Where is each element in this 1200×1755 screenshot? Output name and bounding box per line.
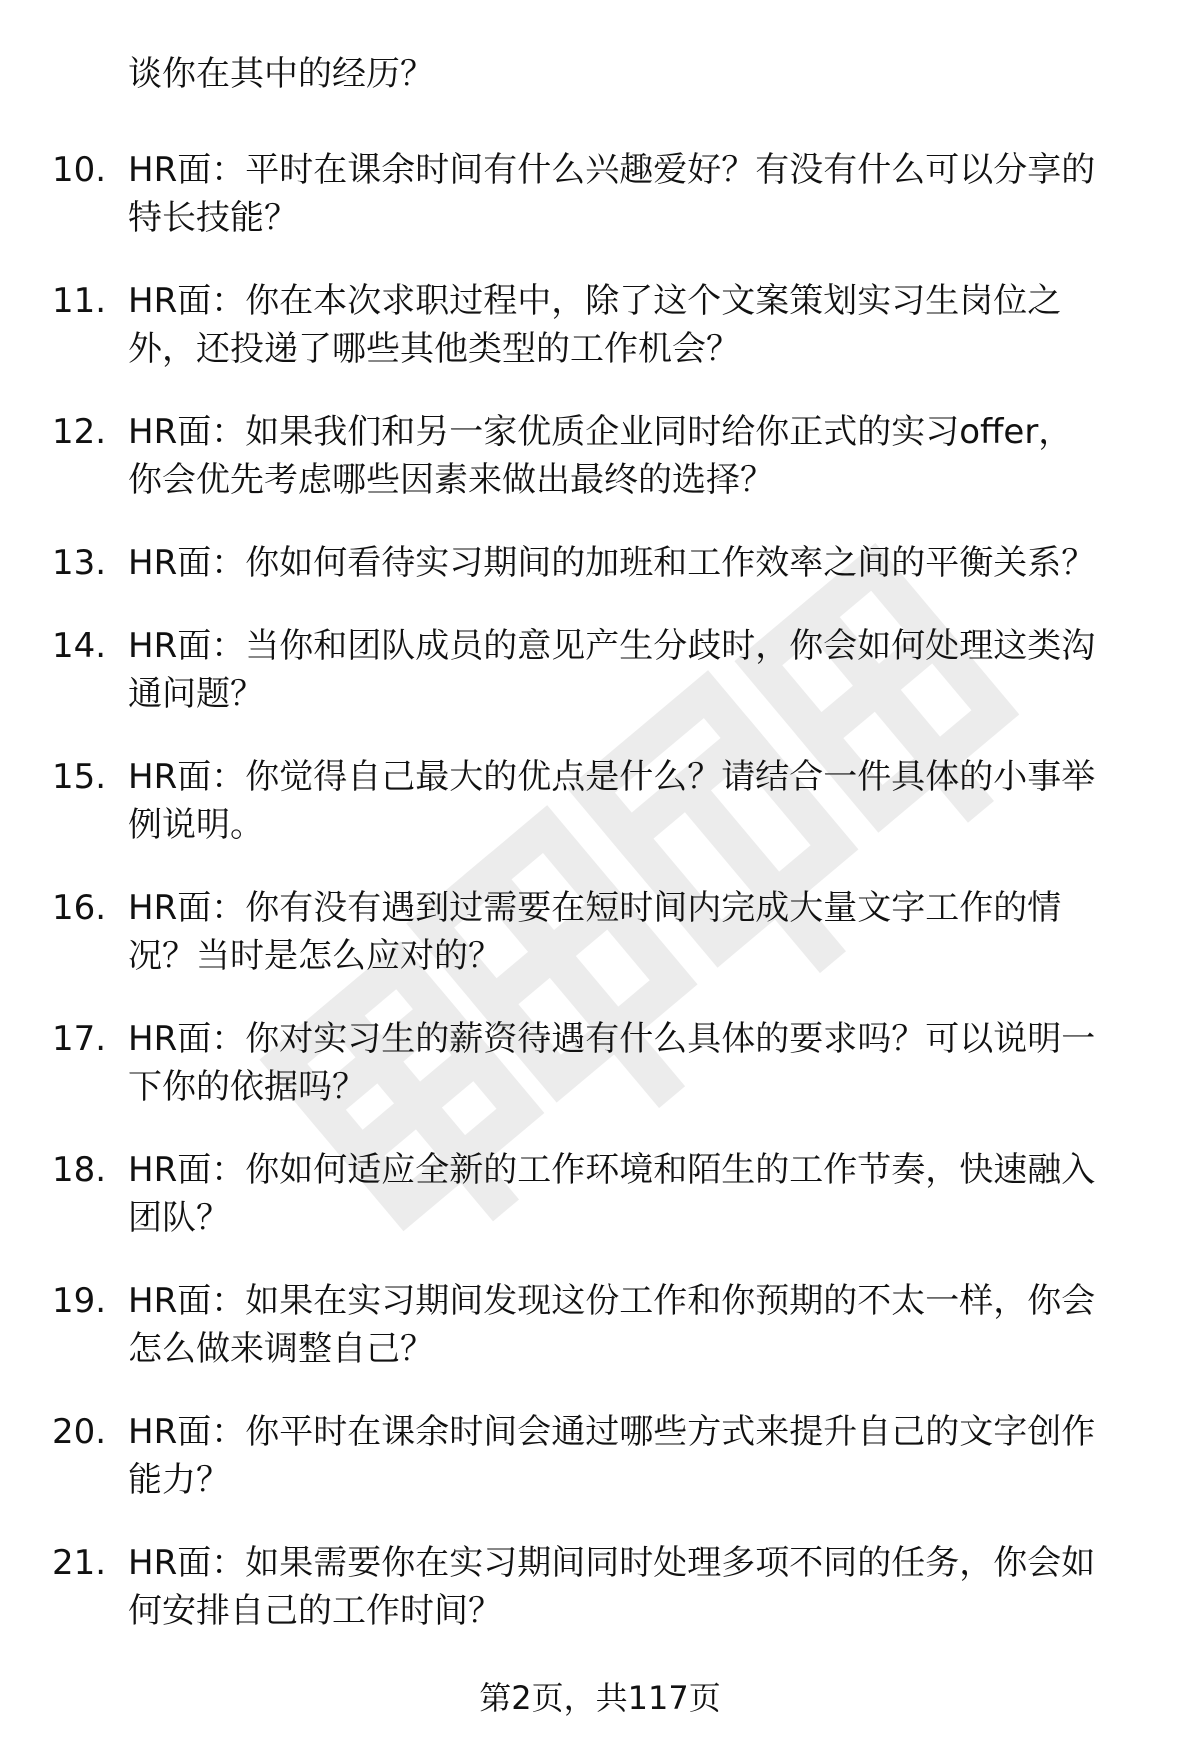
question-text-line-2: 何安排自己的工作时间？ [128,1591,502,1631]
question-text-line-2: 特长技能？ [128,198,298,238]
question-item [0,146,1200,277]
question-list [0,146,1200,1670]
question-text-line-1: HR面：你觉得自己最大的优点是什么？请结合一件具体的小事举 [128,757,1096,797]
question-text-line-2: 况？当时是怎么应对的？ [128,936,502,976]
question-item [0,622,1200,753]
question-text-line-2: 团队？ [128,1198,230,1238]
question-number: 20. [52,1412,107,1452]
question-text-line-1: HR面：如果在实习期间发现这份工作和你预期的不太一样，你会 [128,1281,1096,1321]
question-text-line-2: 下你的依据吗？ [128,1067,366,1107]
question-number: 19. [52,1281,107,1321]
page-footer: 第2页，共117页 [479,1679,721,1717]
question-text-line-2: 通问题？ [128,674,264,714]
question-text-line-1: HR面：当你和团队成员的意见产生分歧时，你会如何处理这类沟 [128,626,1096,666]
question-text-line-1: HR面：你平时在课余时间会通过哪些方式来提升自己的文字创作 [128,1412,1096,1452]
question-number: 17. [52,1019,107,1059]
question-item [0,753,1200,884]
question-text-line-2: 你会优先考虑哪些因素来做出最终的选择？ [128,460,774,500]
question-text-line-1: HR面：你如何看待实习期间的加班和工作效率之间的平衡关系？ [128,543,1096,583]
question-text-line-1: HR面：如果需要你在实习期间同时处理多项不同的任务，你会如 [128,1543,1096,1583]
question-item [0,884,1200,1015]
question-text-line-1: HR面：你有没有遇到过需要在短时间内完成大量文字工作的情 [128,888,1062,928]
question-number: 13. [52,543,107,583]
question-text-line-2: 怎么做来调整自己？ [128,1329,434,1369]
question-number: 21. [52,1543,107,1583]
question-item [0,1539,1200,1670]
question-number: 14. [52,626,107,666]
question-item [0,408,1200,539]
question-text-line-1: HR面：你对实习生的薪资待遇有什么具体的要求吗？可以说明一 [128,1019,1096,1059]
question-number: 11. [52,281,107,321]
question-text-line-1: HR面：你如何适应全新的工作环境和陌生的工作节奏，快速融入 [128,1150,1096,1190]
question-number: 18. [52,1150,107,1190]
question-item [0,539,1200,622]
question-item [0,277,1200,408]
question-text-line-1: HR面：你在本次求职过程中，除了这个文案策划实习生岗位之 [128,281,1062,321]
question-number: 12. [52,412,107,452]
question-number: 10. [52,150,107,190]
question-item [0,1408,1200,1539]
question-number: 16. [52,888,107,928]
question-item [0,1015,1200,1146]
question-item [0,1146,1200,1277]
question-number: 15. [52,757,107,797]
continuation-text: 谈你在其中的经历？ [128,54,434,94]
question-item [0,1277,1200,1408]
question-text-line-1: HR面：如果我们和另一家优质企业同时给你正式的实习offer， [128,412,1073,452]
question-text-line-1: HR面：平时在课余时间有什么兴趣爱好？有没有什么可以分享的 [128,150,1096,190]
question-text-line-2: 外，还投递了哪些其他类型的工作机会？ [128,329,740,369]
question-text-line-2: 例说明。 [128,805,264,845]
question-text-line-2: 能力？ [128,1460,230,1500]
